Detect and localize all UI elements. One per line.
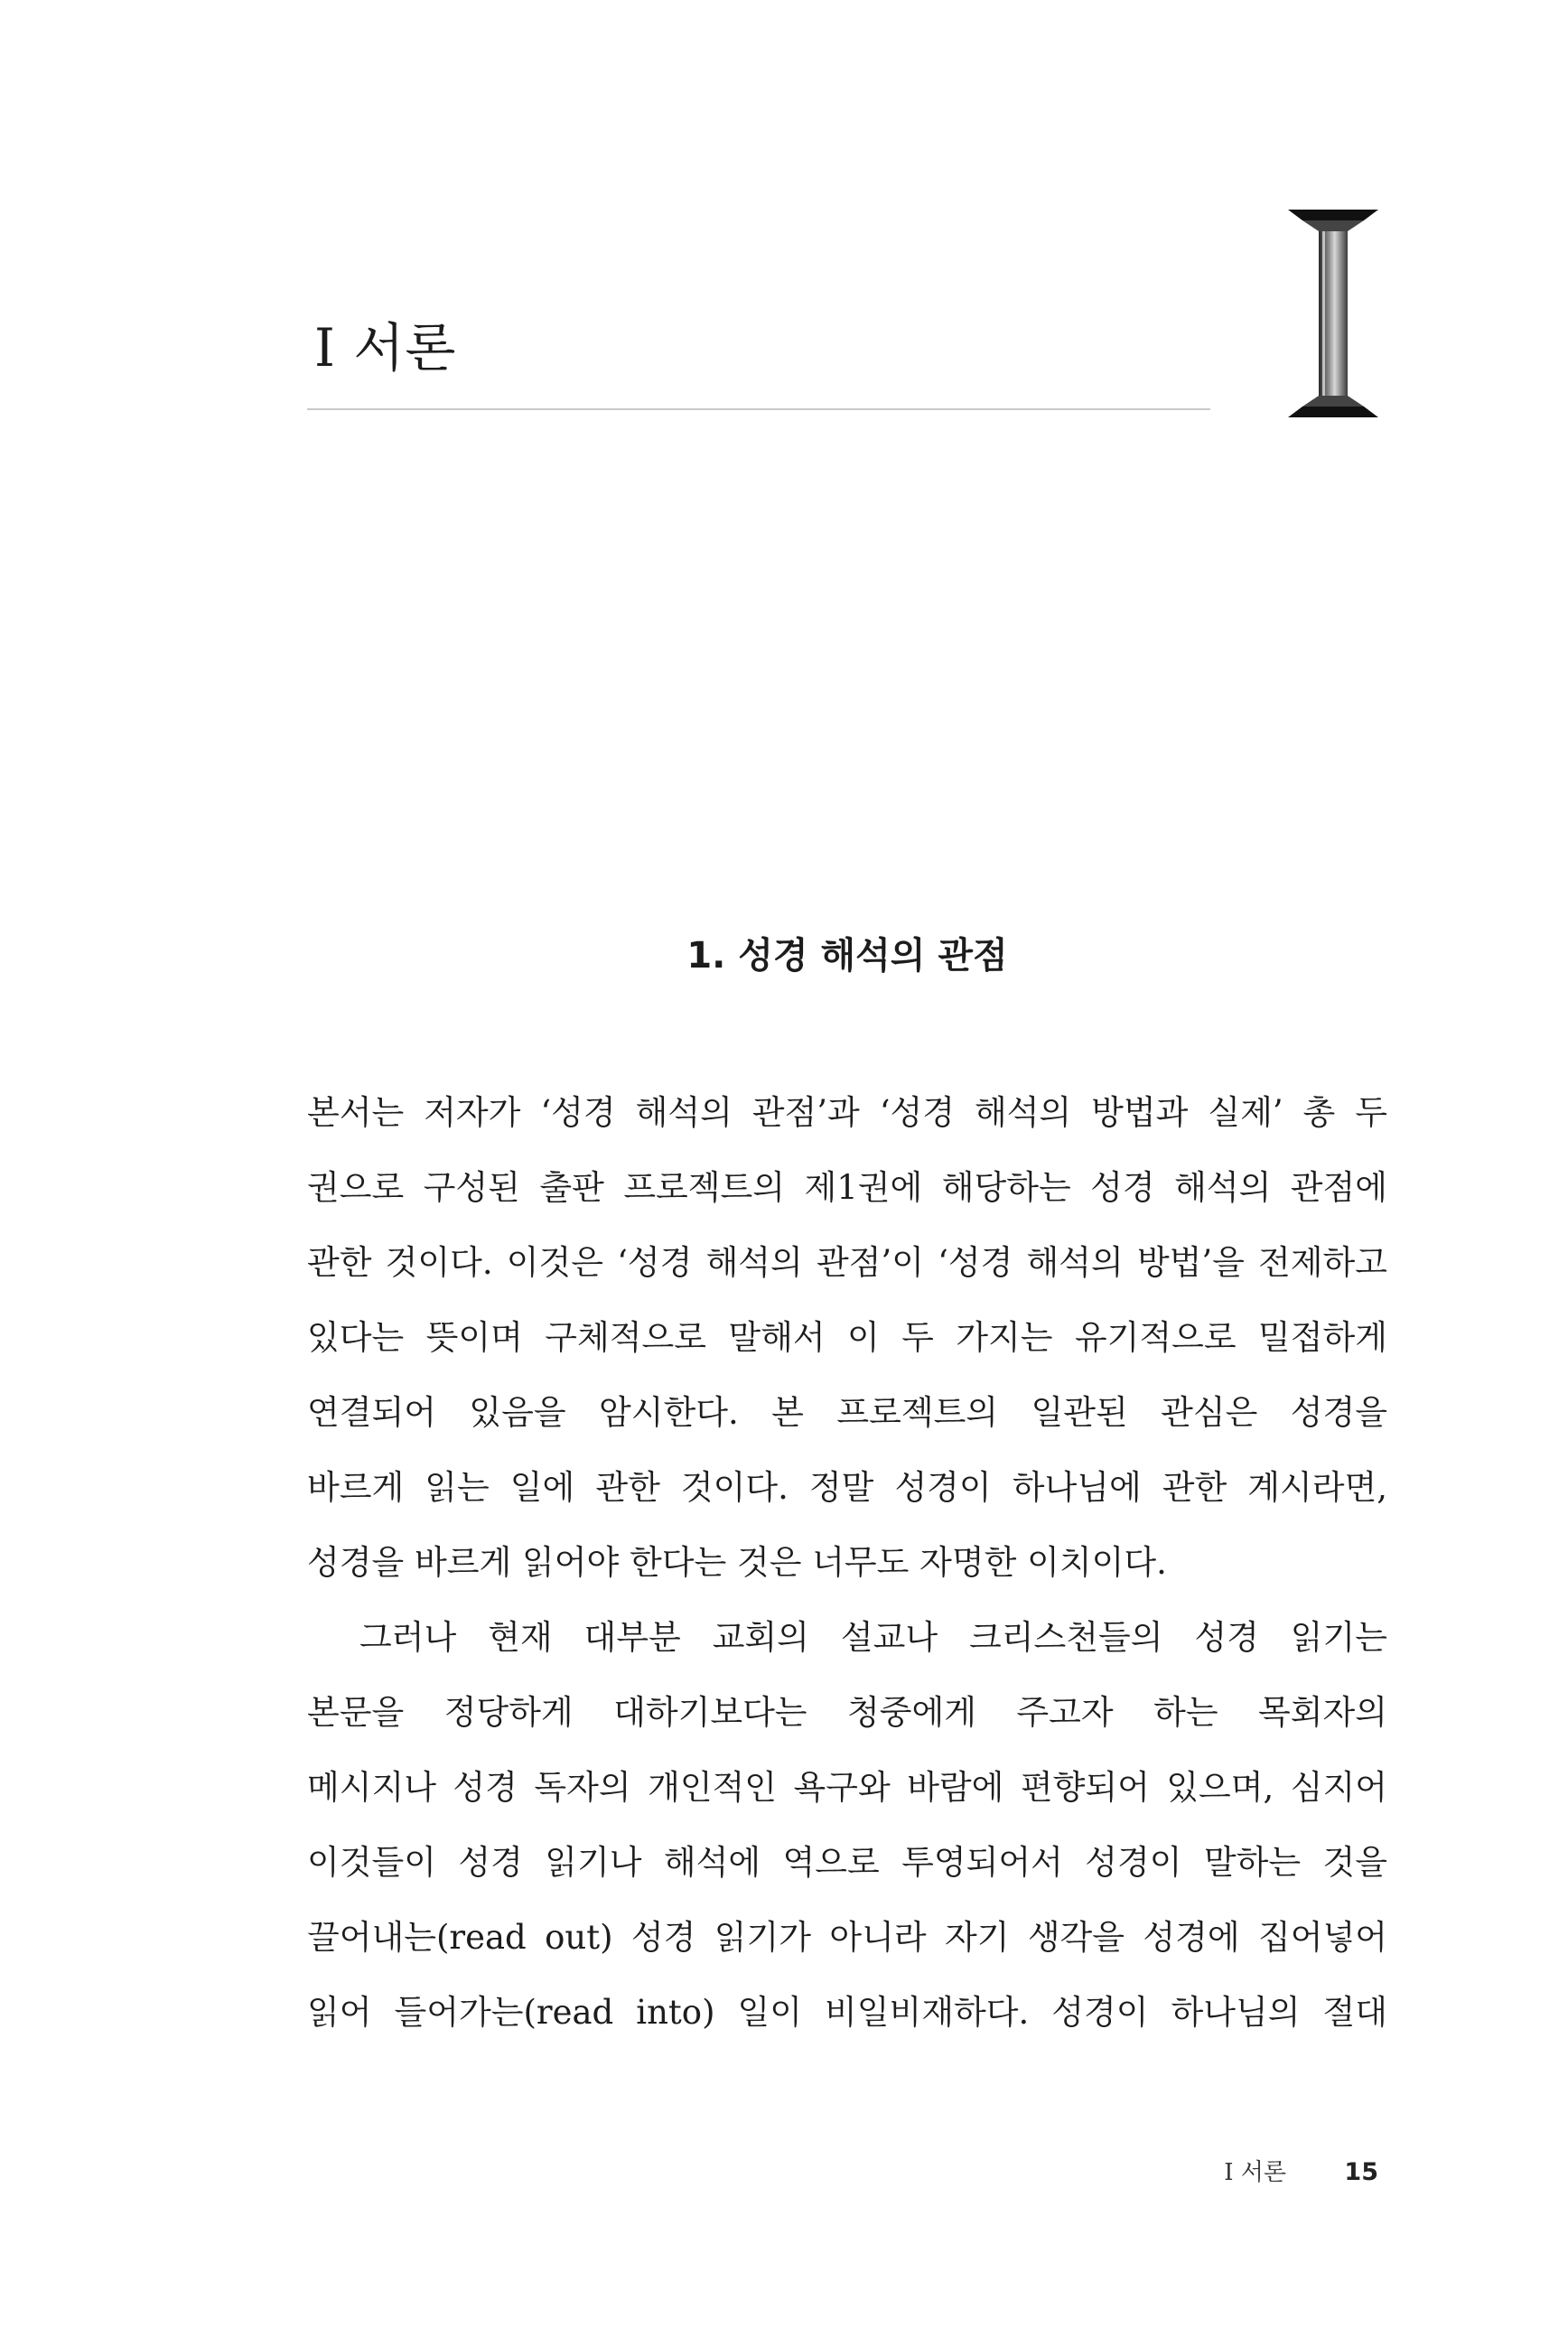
chapter-title-rule: [307, 408, 1210, 410]
running-title: Ⅰ 서론: [1224, 2159, 1286, 2186]
chapter-title: Ⅰ 서론: [314, 317, 457, 379]
paragraph: [307, 1600, 1387, 2050]
text-line: 본서는 저자가 ‘성경 해석의 관점’과 ‘성경 해석의 방법과 실제’ 총 두: [307, 1093, 1387, 1132]
text-line: 끌어내는(read out) 성경 읽기가 아니라 자기 생각을 성경에 집어넣어: [307, 1918, 1387, 1957]
text-line: 메시지나 성경 독자의 개인적인 욕구와 바람에 편향되어 있으며, 심지어: [307, 1768, 1387, 1807]
section-heading: 1. 성경 해석의 관점: [686, 935, 1008, 977]
text-line: 그러나 현재 대부분 교회의 설교나 크리스천들의 성경 읽기는: [359, 1618, 1387, 1657]
text-line: 바르게 읽는 일에 관한 것이다. 정말 성경이 하나님에 관한 계시라면,: [307, 1468, 1387, 1507]
page-number: 15: [1344, 2158, 1378, 2186]
text-line: 관한 것이다. 이것은 ‘성경 해석의 관점’이 ‘성경 해석의 방법’을 전제하고: [307, 1243, 1387, 1282]
body-text: [307, 1075, 1387, 2050]
text-line: 있다는 뜻이며 구체적으로 말해서 이 두 가지는 유기적으로 밀접하게: [307, 1318, 1387, 1357]
paragraph: [307, 1075, 1387, 1600]
roman-numeral-one-emblem: [1288, 210, 1378, 417]
text-line: 본문을 정당하게 대하기보다는 청중에게 주고자 하는 목회자의: [307, 1693, 1387, 1732]
text-line: 이것들이 성경 읽기나 해석에 역으로 투영되어서 성경이 말하는 것을: [307, 1843, 1387, 1882]
text-line: 읽어 들어가는(read into) 일이 비일비재하다. 성경이 하나님의 절대: [307, 1993, 1387, 2032]
text-line: 연결되어 있음을 암시한다. 본 프로젝트의 일관된 관심은 성경을: [307, 1393, 1387, 1432]
page-footer: [0, 2155, 1378, 2191]
text-line: 권으로 구성된 출판 프로젝트의 제1권에 해당하는 성경 해석의 관점에: [307, 1168, 1387, 1207]
text-line: 성경을 바르게 읽어야 한다는 것은 너무도 자명한 이치이다.: [307, 1543, 1167, 1582]
